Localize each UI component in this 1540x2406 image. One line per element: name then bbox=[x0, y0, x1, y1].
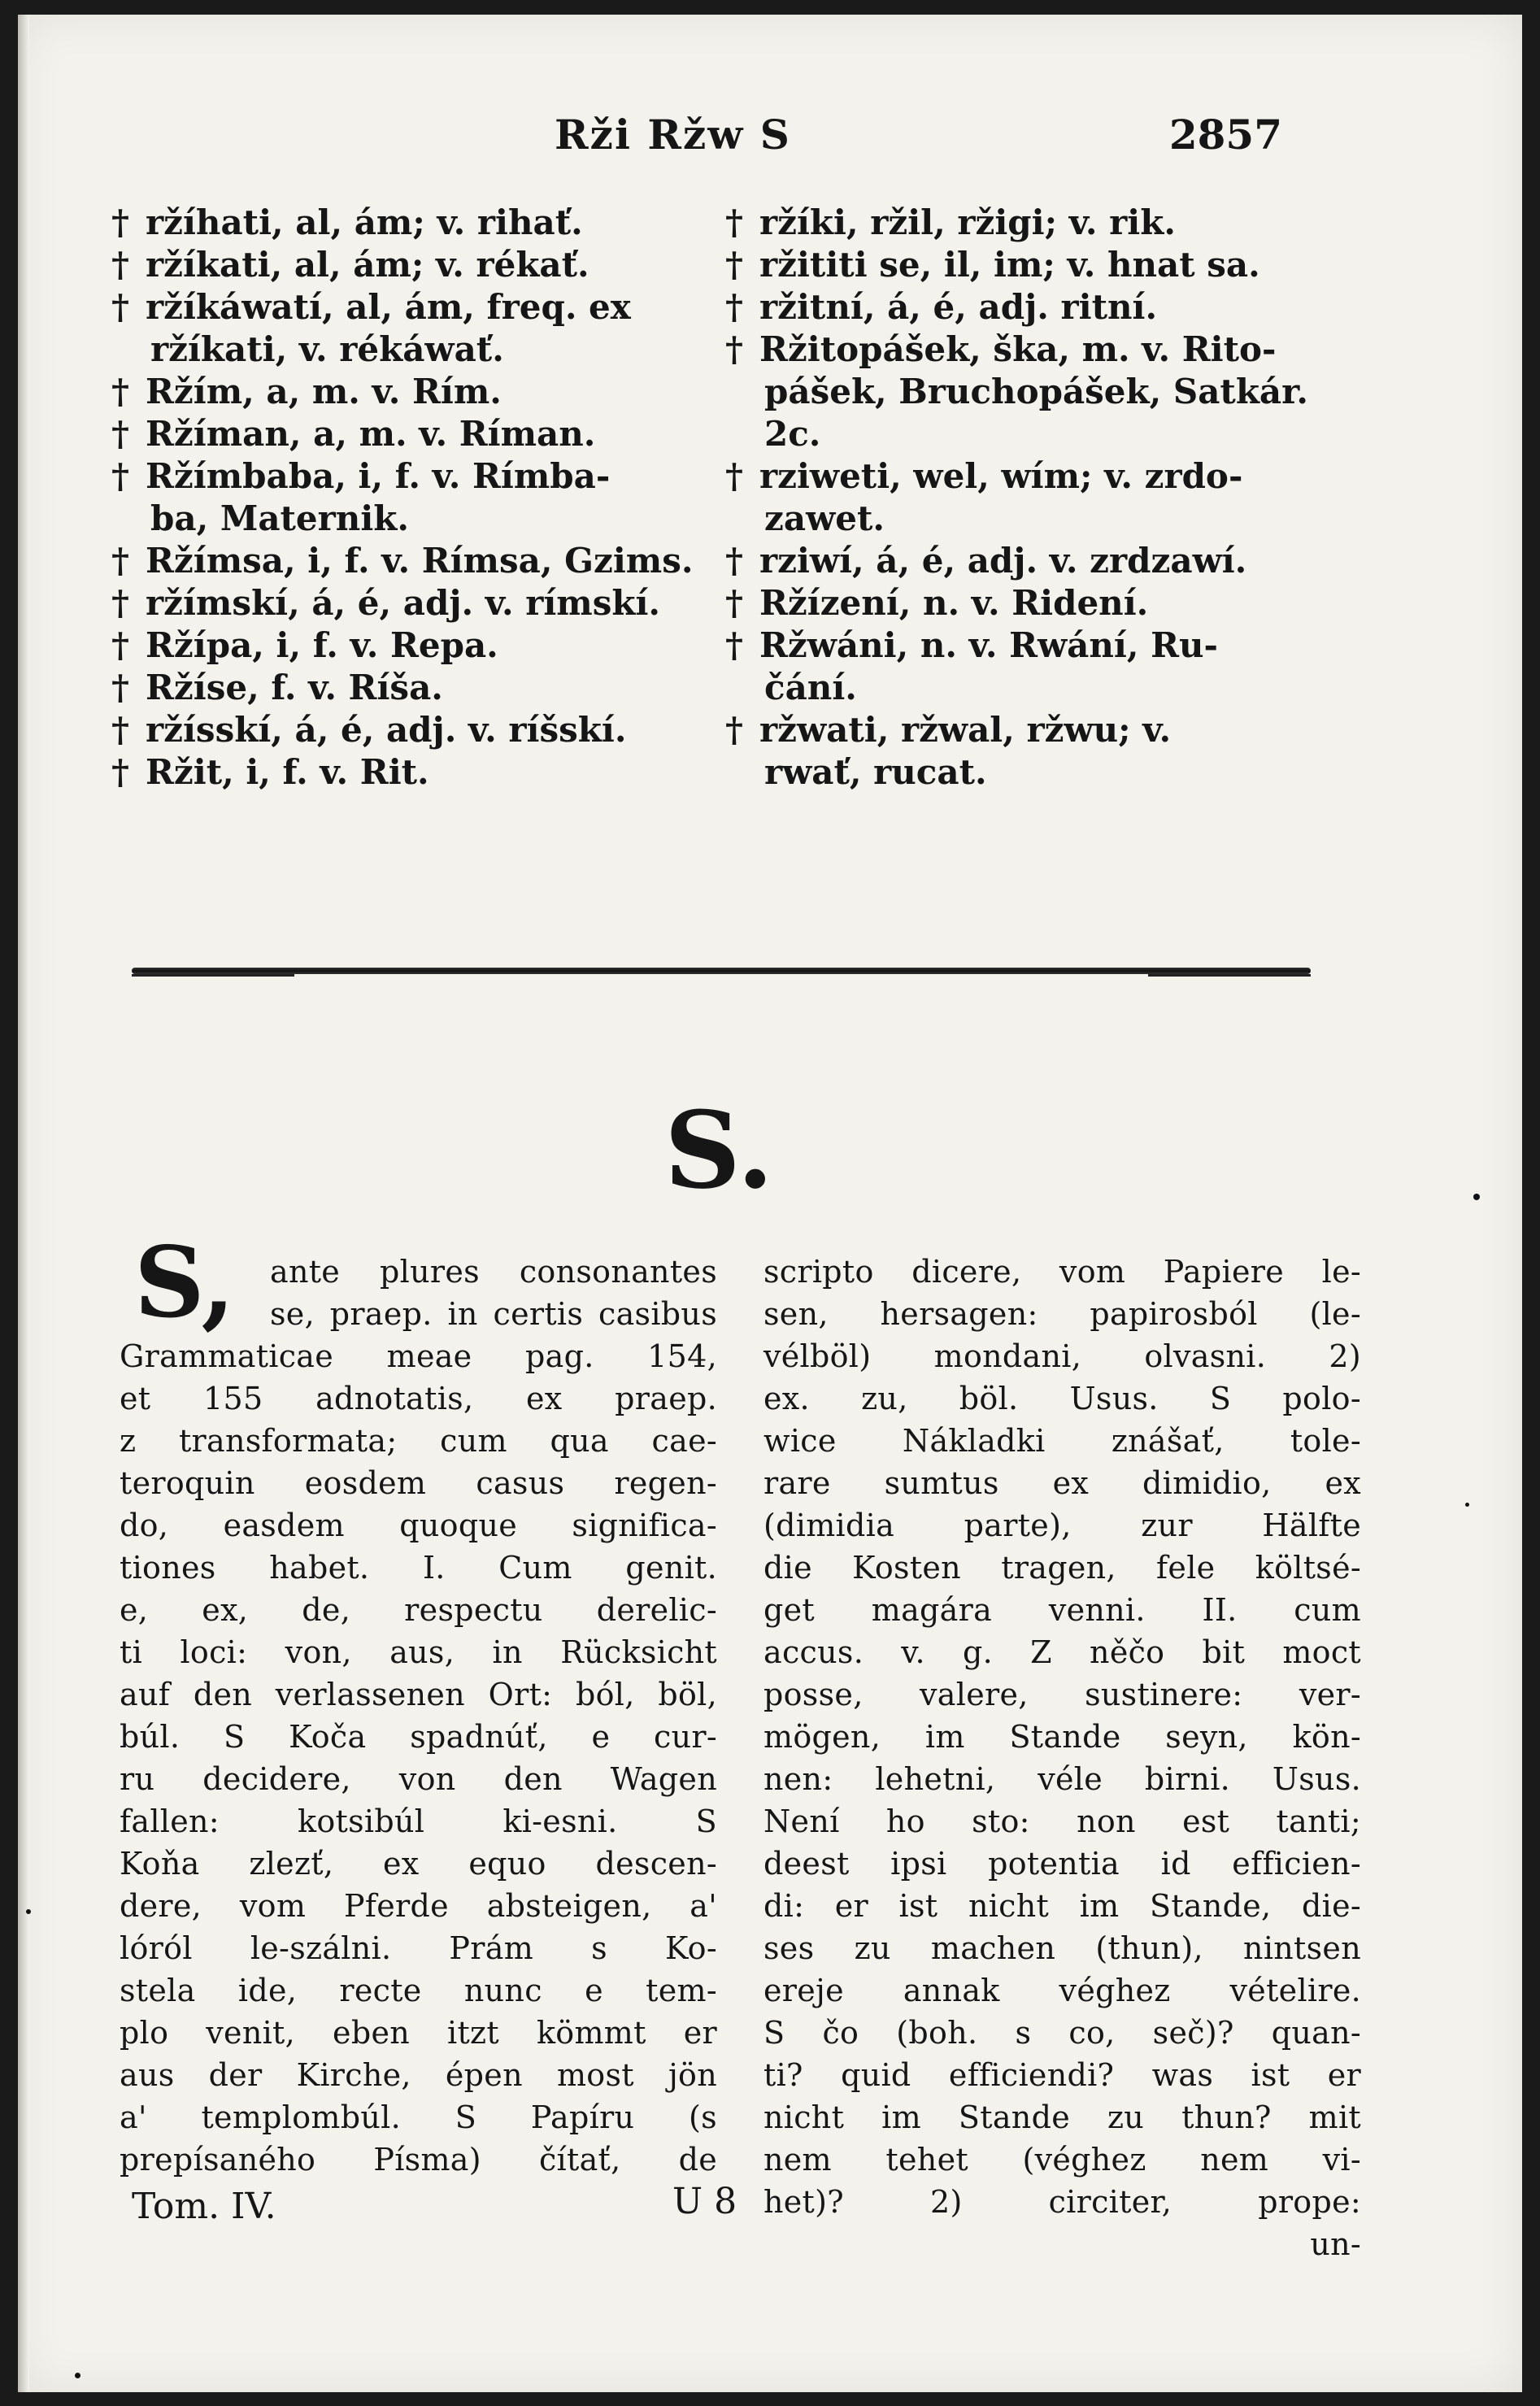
dictionary-entry-line bbox=[111, 624, 729, 667]
dictionary-entry-line bbox=[725, 540, 1343, 582]
dagger-mark: † bbox=[111, 668, 129, 707]
entry-text: Ržíman, a, m. v. Ríman. bbox=[146, 414, 596, 454]
entry-text: rwať, rucat. bbox=[764, 752, 987, 792]
section-letter-heading: S. bbox=[664, 1088, 774, 1212]
dictionary-entry-line bbox=[111, 328, 729, 371]
page-spine-shadow bbox=[18, 15, 29, 2392]
dagger-mark: † bbox=[725, 456, 743, 496]
dictionary-entry-line bbox=[725, 751, 1343, 794]
body-text-line: nicht im Stande zu thun? mit bbox=[763, 2099, 1361, 2135]
divider-thin-right bbox=[1148, 974, 1311, 977]
entry-text: čání. bbox=[764, 668, 857, 707]
dictionary-entry-line bbox=[111, 371, 729, 413]
dictionary-entry-line bbox=[725, 202, 1343, 244]
entry-text: Ržitopášek, ška, m. v. Rito- bbox=[759, 329, 1277, 369]
body-text-line: stela ide, recte nunc e tem- bbox=[120, 1973, 717, 2008]
page-number: 2857 bbox=[1168, 111, 1282, 159]
dictionary-entry-line bbox=[111, 498, 729, 540]
dictionary-entry-line bbox=[725, 667, 1343, 709]
entry-text: ba, Maternik. bbox=[150, 498, 409, 538]
dictionary-entry-line bbox=[725, 244, 1343, 286]
dagger-mark: † bbox=[111, 245, 129, 285]
body-text-line: prepísaného Písma) čítať, de bbox=[120, 2142, 717, 2178]
print-speck bbox=[26, 1909, 31, 1914]
drop-cap: S, bbox=[134, 1225, 236, 1340]
body-text-line: Grammaticae meae pag. 154, bbox=[120, 1338, 717, 1374]
dictionary-entry-line bbox=[111, 582, 729, 624]
page-header bbox=[18, 111, 1522, 168]
dictionary-entry-line bbox=[725, 624, 1343, 667]
dagger-mark: † bbox=[725, 710, 743, 750]
body-text-line: accus. v. g. Z něčo bit moct bbox=[763, 1634, 1361, 1670]
body-text-line: ante plures consonantes bbox=[270, 1254, 717, 1290]
section-divider-rule bbox=[132, 968, 1311, 974]
body-text-line: wice Nákladki znášať, tole- bbox=[763, 1423, 1361, 1459]
dictionary-entry-line bbox=[111, 413, 729, 455]
dagger-mark: † bbox=[111, 372, 129, 411]
body-text-line: ses zu machen (thun), nintsen bbox=[763, 1930, 1361, 1966]
dagger-mark: † bbox=[111, 202, 129, 242]
body-text-line: ti? quid efficiendi? was ist er bbox=[763, 2057, 1361, 2093]
dagger-mark: † bbox=[111, 541, 129, 581]
dictionary-entry-line bbox=[725, 328, 1343, 371]
entry-text: ržímskí, á, é, adj. v. rímskí. bbox=[146, 583, 661, 623]
body-text-line: et 155 adnotatis, ex praep. bbox=[120, 1381, 717, 1416]
entry-text: pášek, Bruchopášek, Satkár. bbox=[764, 372, 1309, 411]
body-text-line: Koňa zlezť, ex equo descen- bbox=[120, 1846, 717, 1882]
body-text-line: (dimidia parte), zur Hälfte bbox=[763, 1508, 1361, 1543]
dictionary-entry-line bbox=[111, 455, 729, 498]
entry-text: Ržwáni, n. v. Rwání, Ru- bbox=[759, 625, 1218, 665]
dagger-mark: † bbox=[111, 287, 129, 327]
body-text-line: teroquin eosdem casus regen- bbox=[120, 1465, 717, 1501]
body-text-line: aus der Kirche, épen most jön bbox=[120, 2057, 717, 2093]
body-text-line: se, praep. in certis casibus bbox=[270, 1296, 717, 1332]
body-text-line: scripto dicere, vom Papiere le- bbox=[763, 1254, 1361, 1290]
dagger-mark: † bbox=[111, 752, 129, 792]
dagger-mark: † bbox=[111, 414, 129, 454]
dagger-mark: † bbox=[725, 287, 743, 327]
dictionary-entry-line bbox=[111, 540, 729, 582]
dagger-mark: † bbox=[725, 329, 743, 369]
body-text-line: get magára venni. II. cum bbox=[763, 1592, 1361, 1628]
dictionary-entry-line bbox=[111, 286, 729, 328]
entry-text: 2c. bbox=[764, 414, 821, 454]
body-text-line: S čo (boh. s co, seč)? quan- bbox=[763, 2015, 1361, 2051]
body-text-line: do, easdem quoque significa- bbox=[120, 1508, 717, 1543]
dictionary-page bbox=[18, 15, 1522, 2392]
dictionary-entry-line bbox=[725, 582, 1343, 624]
dagger-mark: † bbox=[725, 245, 743, 285]
entry-text: Ržit, i, f. v. Rit. bbox=[146, 752, 429, 792]
divider-thin-left bbox=[132, 974, 294, 977]
entry-text: ržwati, ržwal, ržwu; v. bbox=[759, 710, 1172, 750]
body-text-line: posse, valere, sustinere: ver- bbox=[763, 1677, 1361, 1712]
body-column-right bbox=[763, 1251, 1361, 2265]
dagger-mark: † bbox=[111, 456, 129, 496]
body-text-line: Není ho sto: non est tanti; bbox=[763, 1803, 1361, 1839]
entry-text: Ržípa, i, f. v. Repa. bbox=[146, 625, 498, 665]
body-text-line: fallen: kotsibúl ki-esni. S bbox=[120, 1803, 717, 1839]
body-text-line: búl. S Koča spadnúť, e cur- bbox=[120, 1719, 717, 1755]
dictionary-entry-line bbox=[725, 709, 1343, 751]
dictionary-entry-line bbox=[111, 667, 729, 709]
dictionary-entry-line bbox=[111, 751, 729, 794]
entry-text: ržíkáwatí, al, ám, freq. ex bbox=[146, 287, 631, 327]
dagger-mark: † bbox=[725, 625, 743, 665]
body-text-line: nem tehet (véghez nem vi- bbox=[763, 2142, 1361, 2178]
body-text-line: mögen, im Stande seyn, kön- bbox=[763, 1719, 1361, 1755]
entries-column-right bbox=[725, 202, 1343, 794]
dictionary-entry-line bbox=[725, 413, 1343, 455]
entry-text: Ržím, a, m. v. Rím. bbox=[146, 372, 502, 411]
entry-text: zawet. bbox=[764, 498, 885, 538]
entry-text: ržísskí, á, é, adj. v. ríšskí. bbox=[146, 710, 627, 750]
entry-text: rziwí, á, é, adj. v. zrdzawí. bbox=[759, 541, 1247, 581]
body-text-line: die Kosten tragen, fele költsé- bbox=[763, 1550, 1361, 1586]
entry-text: Ržímbaba, i, f. v. Rímba- bbox=[146, 456, 611, 496]
body-text-line: nen: lehetni, véle birni. Usus. bbox=[763, 1761, 1361, 1797]
body-text-line: ru decidere, von den Wagen bbox=[120, 1761, 717, 1797]
dagger-mark: † bbox=[725, 202, 743, 242]
signature-mark: U 8 bbox=[672, 2181, 737, 2222]
body-text-line: ex. zu, böl. Usus. S polo- bbox=[763, 1381, 1361, 1416]
dictionary-entry-line bbox=[725, 498, 1343, 540]
entry-text: rziweti, wel, wím; v. zrdo- bbox=[759, 456, 1243, 496]
body-text-line: het)? 2) circiter, prope: bbox=[763, 2184, 1361, 2220]
print-speck bbox=[75, 2373, 80, 2378]
entry-text: ržíki, ržil, ržigi; v. rik. bbox=[759, 202, 1176, 242]
print-speck bbox=[1465, 1503, 1469, 1507]
entry-text: Ržízení, n. v. Ridení. bbox=[759, 583, 1149, 623]
running-title: Rži Ržw S bbox=[555, 111, 791, 159]
print-speck bbox=[1473, 1194, 1480, 1200]
body-text-line: ereje annak véghez vételire. bbox=[763, 1973, 1361, 2008]
entry-text: ržíkati, al, ám; v. rékať. bbox=[146, 245, 589, 285]
body-text-line: deest ipsi potentia id efficien- bbox=[763, 1846, 1361, 1882]
dictionary-entry-line bbox=[725, 455, 1343, 498]
body-text-line: a' templombúl. S Papíru (s bbox=[120, 2099, 717, 2135]
dictionary-entry-line bbox=[725, 286, 1343, 328]
dagger-mark: † bbox=[725, 583, 743, 623]
dagger-mark: † bbox=[111, 583, 129, 623]
entry-text: ržíhati, al, ám; v. rihať. bbox=[146, 202, 583, 242]
entries-column-left bbox=[111, 202, 729, 794]
dictionary-entry-line bbox=[111, 202, 729, 244]
dictionary-entry-line bbox=[111, 709, 729, 751]
body-text-line: auf den verlassenen Ort: ból, böl, bbox=[120, 1677, 717, 1712]
body-text-line: z transformata; cum qua cae- bbox=[120, 1423, 717, 1459]
dictionary-entry-line bbox=[725, 371, 1343, 413]
dagger-mark: † bbox=[111, 625, 129, 665]
body-text-line: di: er ist nicht im Stande, die- bbox=[763, 1888, 1361, 1924]
body-text-line: ti loci: von, aus, in Rücksicht bbox=[120, 1634, 717, 1670]
body-text-line: plo venit, eben itzt kömmt er bbox=[120, 2015, 717, 2051]
body-text-line: vélböl) mondani, olvasni. 2) bbox=[763, 1338, 1361, 1374]
dagger-mark: † bbox=[111, 710, 129, 750]
entry-text: ržititi se, il, im; v. hnat sa. bbox=[759, 245, 1260, 285]
dagger-mark: † bbox=[725, 541, 743, 581]
body-text-line: rare sumtus ex dimidio, ex bbox=[763, 1465, 1361, 1501]
body-text-line: tiones habet. I. Cum genit. bbox=[120, 1550, 717, 1586]
entry-text: ržíkati, v. rékáwať. bbox=[150, 329, 504, 369]
dictionary-entry-line bbox=[111, 244, 729, 286]
volume-label: Tom. IV. bbox=[132, 2186, 276, 2227]
body-column-left bbox=[120, 1225, 717, 2181]
body-text-line: sen, hersagen: papirosból (le- bbox=[763, 1296, 1361, 1332]
body-text-line: un- bbox=[1310, 2226, 1361, 2262]
entry-text: Ržíse, f. v. Ríša. bbox=[146, 668, 443, 707]
body-text-line: lóról le-szálni. Prám s Ko- bbox=[120, 1930, 717, 1966]
body-text-line: dere, vom Pferde absteigen, a' bbox=[120, 1888, 717, 1924]
entry-text: Ržímsa, i, f. v. Rímsa, Gzims. bbox=[146, 541, 694, 581]
entry-text: ržitní, á, é, adj. ritní. bbox=[759, 287, 1158, 327]
body-text-line: e, ex, de, respectu derelic- bbox=[120, 1592, 717, 1628]
